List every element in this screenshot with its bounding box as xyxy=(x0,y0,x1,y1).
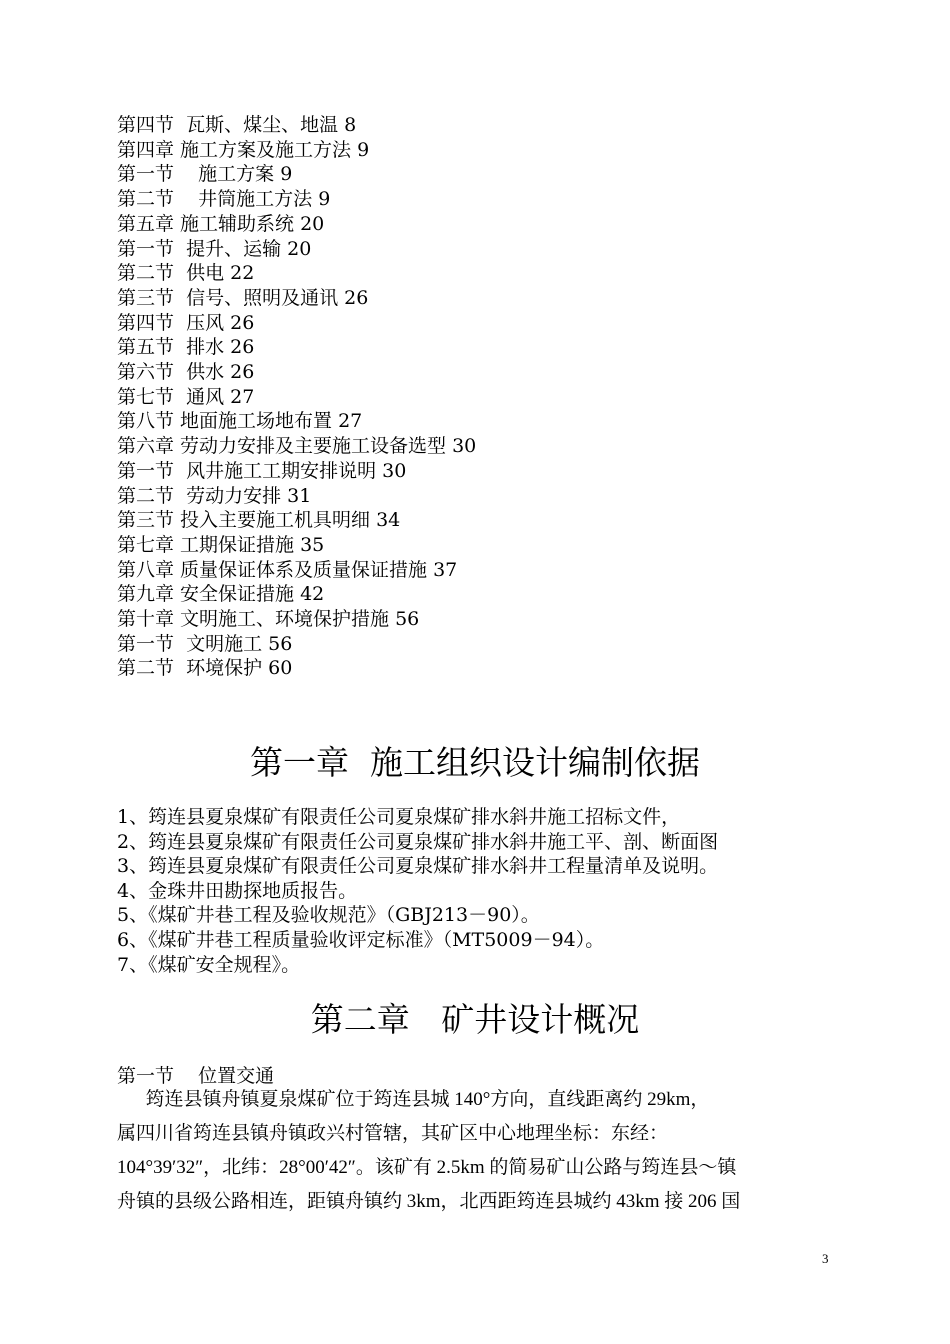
toc-entry: 第一节 提升、运输 20 xyxy=(117,237,312,260)
location-paragraph xyxy=(117,1083,837,1219)
paragraph-line: 104°39′32″，北纬：28°00′42″。该矿有 2.5km 的简易矿山公路与筠连县～镇 xyxy=(117,1157,737,1178)
toc-entry: 第八章 质量保证体系及质量保证措施 37 xyxy=(117,558,458,581)
list-item: 4、金珠井田勘探地质报告。 xyxy=(117,879,358,902)
chapter-2-heading: 第二章 矿井设计概况 xyxy=(310,1000,640,1039)
toc-entry: 第一节 文明施工 56 xyxy=(117,632,293,655)
toc-entry: 第七章 工期保证措施 35 xyxy=(117,533,325,556)
toc-entry: 第六节 供水 26 xyxy=(117,361,255,384)
toc-entry: 第二节 井筒施工方法 9 xyxy=(117,188,331,211)
list-item: 2、筠连县夏泉煤矿有限责任公司夏泉煤矿排水斜井施工平、剖、断面图 xyxy=(117,830,719,853)
toc-entry: 第八节 地面施工场地布置 27 xyxy=(117,410,363,433)
list-item: 1、筠连县夏泉煤矿有限责任公司夏泉煤矿排水斜井施工招标文件， xyxy=(117,806,681,828)
section-heading: 第一节 位置交通 xyxy=(117,1065,275,1087)
toc-entry: 第七节 通风 27 xyxy=(117,385,255,408)
toc-entry: 第十章 文明施工、环境保护措施 56 xyxy=(117,608,420,631)
toc-entry: 第二节 供电 22 xyxy=(117,262,255,285)
list-item: 7、《煤矿安全规程》。 xyxy=(117,953,301,976)
toc-entry: 第四章 施工方案及施工方法 9 xyxy=(117,138,370,161)
toc-entry: 第五节 排水 26 xyxy=(117,336,255,359)
paragraph-line: 筠连县镇舟镇夏泉煤矿位于筠连县城 140°方向，直线距离约 29km， xyxy=(117,1089,710,1110)
toc-entry: 第一节 施工方案 9 xyxy=(117,163,293,186)
toc-entry: 第四节 压风 26 xyxy=(117,311,255,334)
toc-entry: 第四节 瓦斯、煤尘、地温 8 xyxy=(117,114,357,136)
toc-entry: 第二节 环境保护 60 xyxy=(117,657,293,680)
toc-entry: 第三节 投入主要施工机具明细 34 xyxy=(117,509,401,532)
table-of-contents xyxy=(117,113,476,681)
list-item: 3、筠连县夏泉煤矿有限责任公司夏泉煤矿排水斜井工程量清单及说明。 xyxy=(117,855,719,878)
list-item: 6、《煤矿井巷工程质量验收评定标准》（MT5009－94）。 xyxy=(117,928,605,951)
toc-entry: 第六章 劳动力安排及主要施工设备选型 30 xyxy=(117,435,477,458)
chapter-1-heading: 第一章 施工组织设计编制依据 xyxy=(250,743,700,782)
page-number: 3 xyxy=(822,1251,829,1266)
list-item: 5、《煤矿井巷工程及验收规范》（GBJ213－90）。 xyxy=(117,904,540,927)
toc-entry: 第二节 劳动力安排 31 xyxy=(117,484,312,507)
toc-entry: 第九章 安全保证措施 42 xyxy=(117,583,325,606)
paragraph-line: 舟镇的县级公路相连，距镇舟镇约 3km，北西距筠连县城约 43km 接 206 国 xyxy=(117,1191,741,1212)
toc-entry: 第三节 信号、照明及通讯 26 xyxy=(117,286,369,309)
chapter-1-basis-list xyxy=(117,805,718,977)
paragraph-line: 属四川省筠连县镇舟镇政兴村管辖，其矿区中心地理坐标：东经： xyxy=(117,1123,669,1144)
toc-entry: 第一节 风井施工工期安排说明 30 xyxy=(117,459,407,482)
toc-entry: 第五章 施工辅助系统 20 xyxy=(117,212,325,235)
